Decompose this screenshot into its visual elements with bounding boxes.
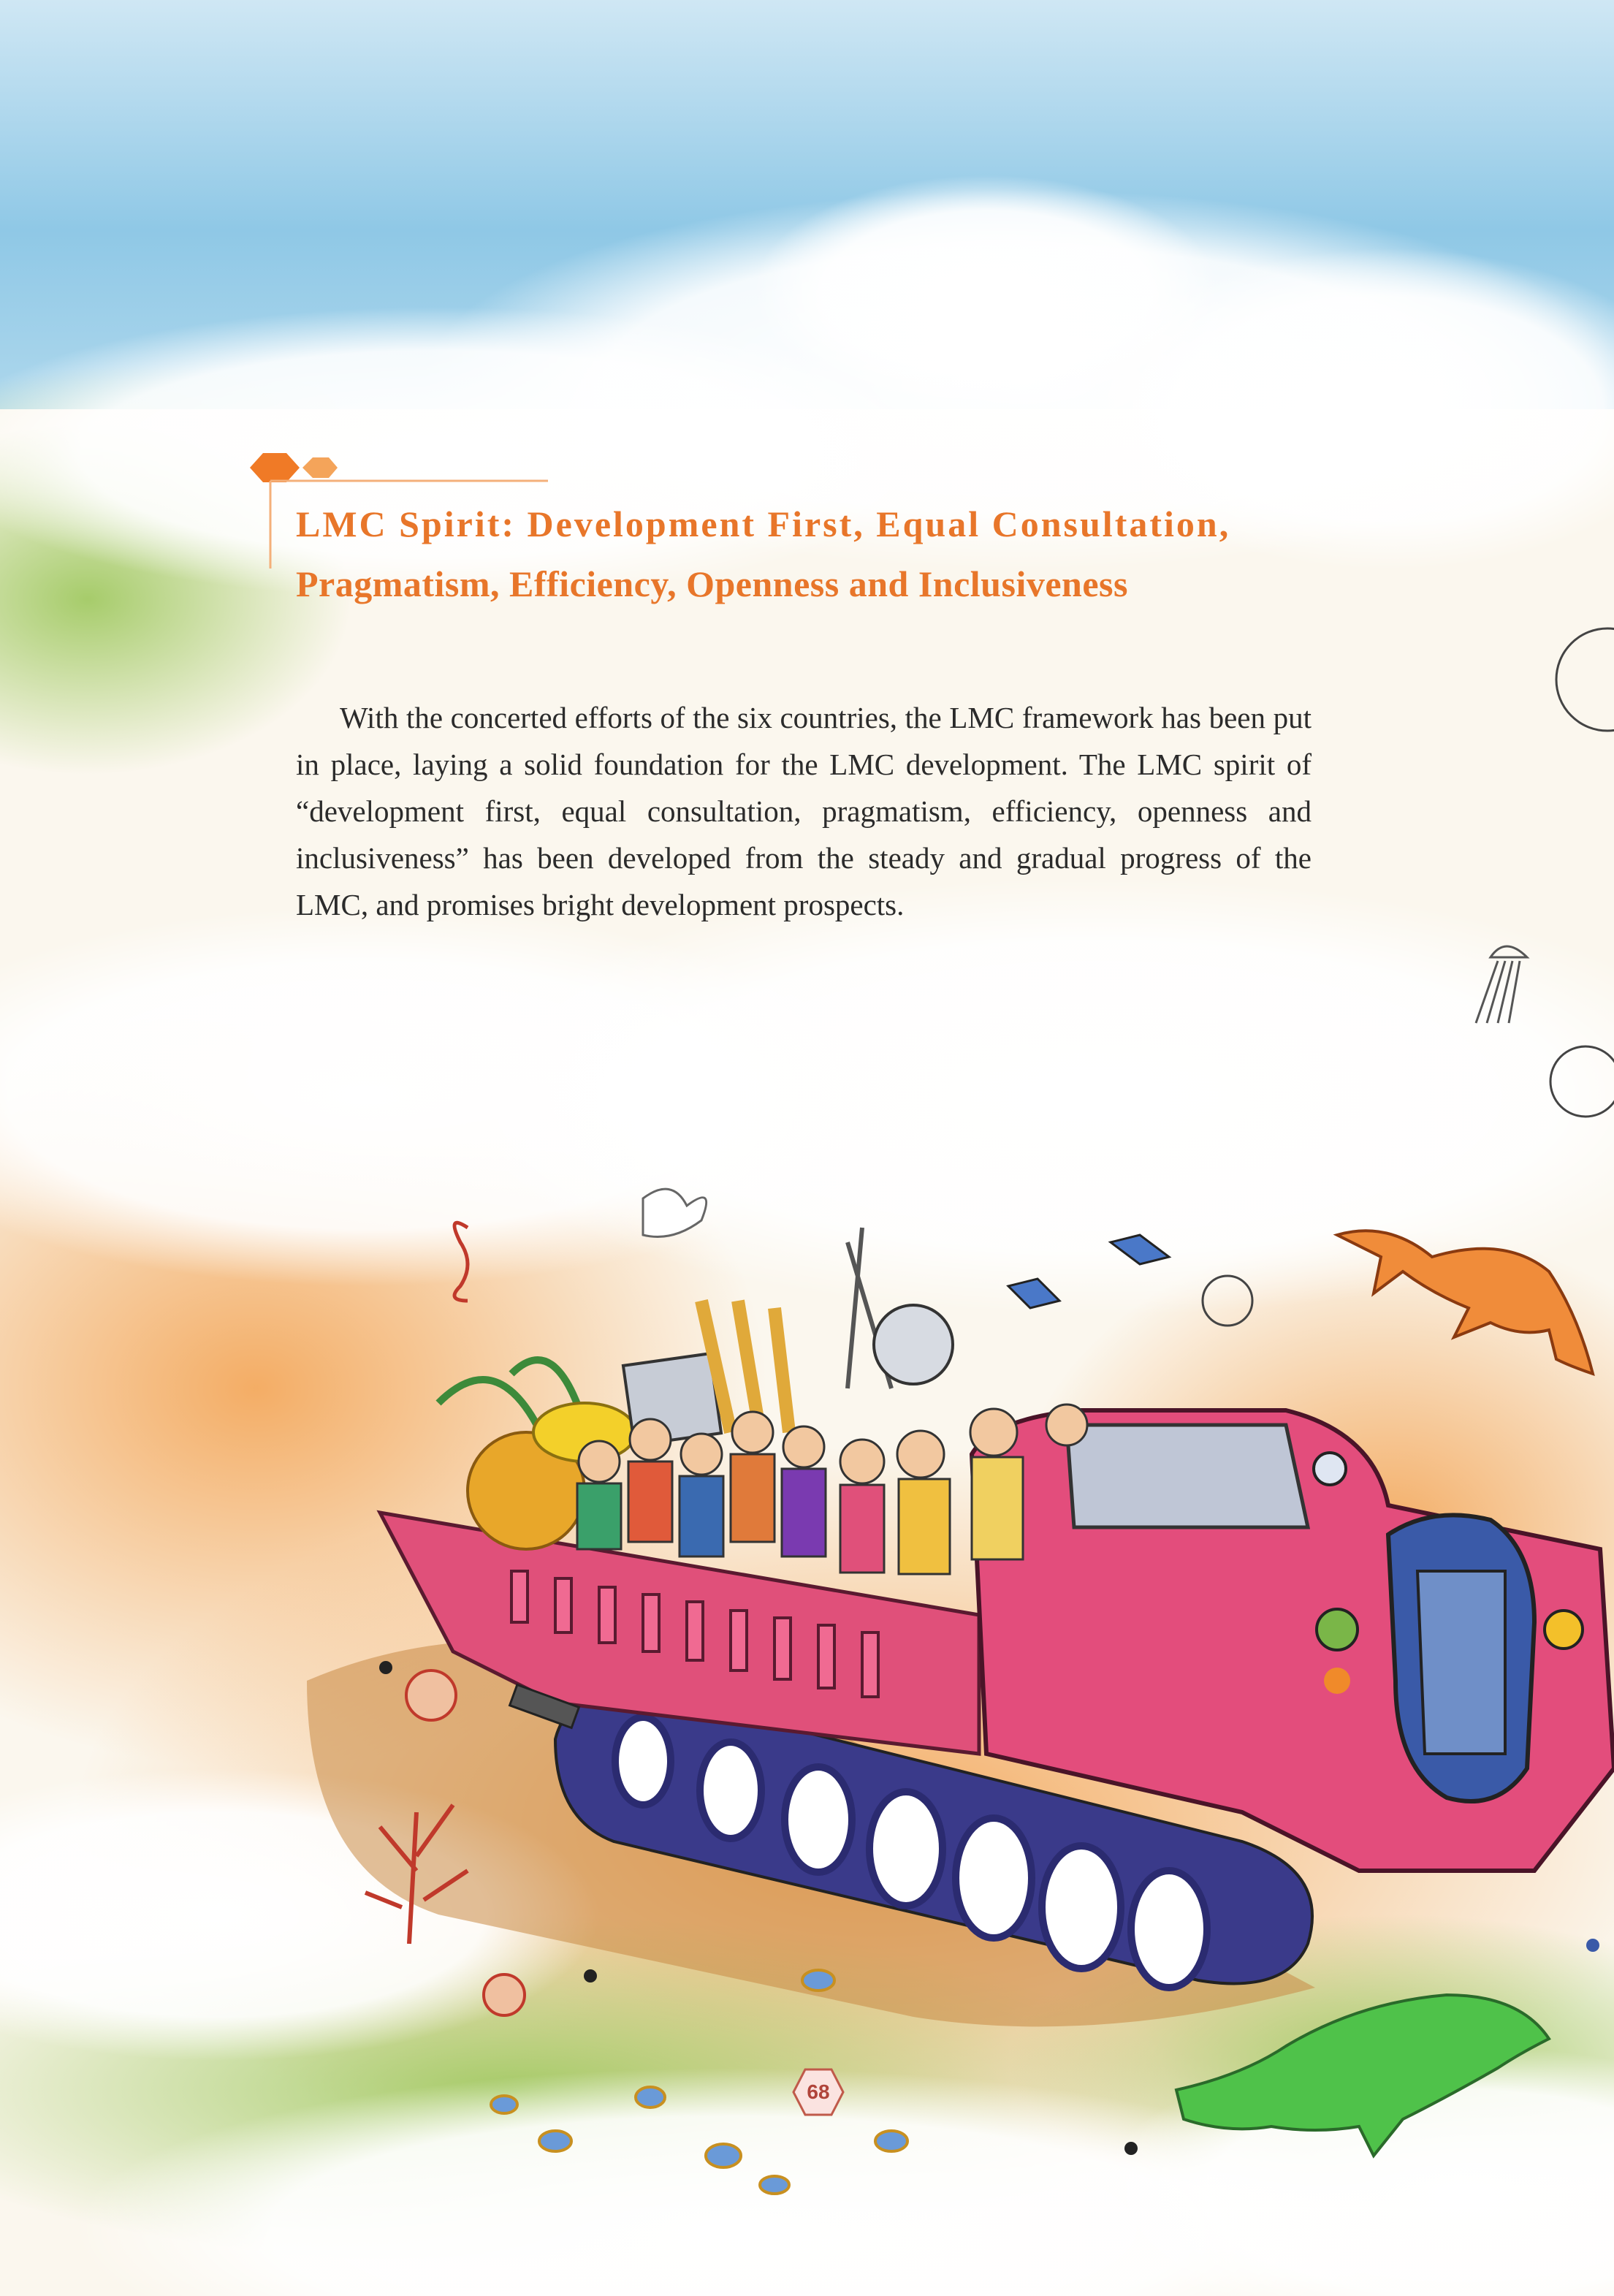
page-number-text: 68	[807, 2080, 830, 2103]
page-number	[789, 2067, 848, 2118]
heading-line-1: LMC Spirit: Development First, Equal Consultation,	[296, 503, 1231, 544]
body-paragraph: With the concerted efforts of the six countries, the LMC framework has been put in place, laying a solid foundation for the LMC development. The LMC spirit of “development first, equal consultation, pragmatism, efficiency, openness and inclusiveness” has been developed from the steady and gradual progress of the LMC, and promises bright development prospects.	[296, 701, 1312, 921]
heading-line-2: Pragmatism, Efficiency, Openness and Inclusiveness	[296, 563, 1128, 604]
section-heading	[296, 494, 1333, 614]
